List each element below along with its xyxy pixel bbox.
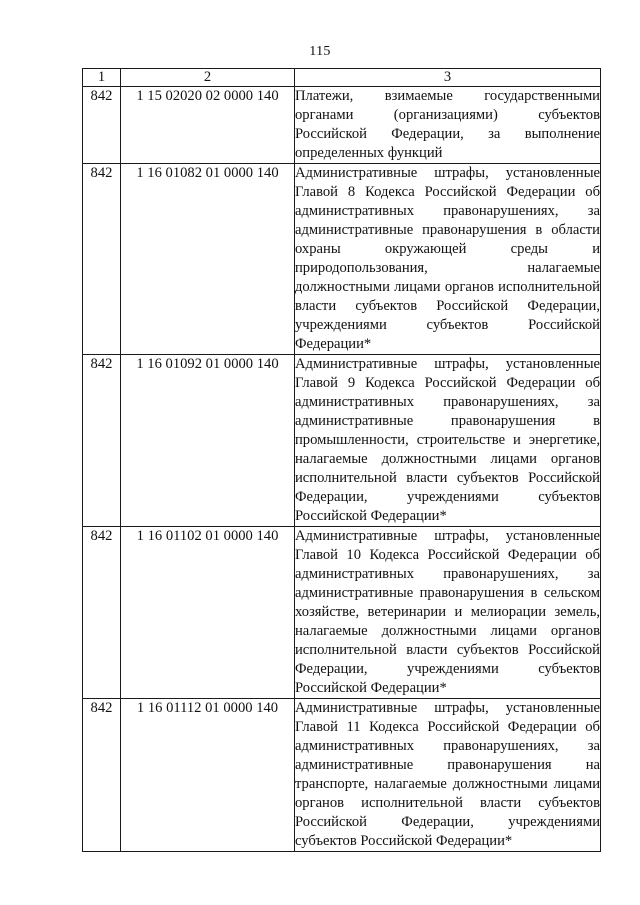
admin-code-cell: 842 [83,355,121,527]
column-header-1: 1 [83,69,121,87]
budget-code-cell: 1 16 01102 01 0000 140 [121,527,295,699]
budget-code-cell: 1 16 01092 01 0000 140 [121,355,295,527]
revenue-table [82,68,601,852]
table-header-row [83,69,601,87]
table-row [83,355,601,527]
revenue-name-cell: Административные штрафы, установленные Главой 8 Кодекса Российской Федерации об административных правонарушениях, за административные правонарушения в области охраны окружающей среды и природопользования, налагаемые должностными лицами органов исполнительной власти субъектов Российской Федерации, учреждениями субъектов Российской Федерации* [295,164,601,355]
revenue-name-cell: Платежи, взимаемые государственными органами (организациями) субъектов Российской Федерации, за выполнение определенных функций [295,87,601,164]
budget-code-cell: 1 16 01082 01 0000 140 [121,164,295,355]
admin-code-cell: 842 [83,527,121,699]
admin-code-cell: 842 [83,164,121,355]
table-row [83,164,601,355]
column-header-2: 2 [121,69,295,87]
budget-code-cell: 1 16 01112 01 0000 140 [121,699,295,852]
table-row [83,699,601,852]
page-number: 115 [309,44,331,59]
admin-code-cell: 842 [83,699,121,852]
budget-code-cell: 1 15 02020 02 0000 140 [121,87,295,164]
column-header-3: 3 [295,69,601,87]
revenue-name-cell: Административные штрафы, установленные Главой 9 Кодекса Российской Федерации об административных правонарушениях, за административные правонарушения в промышленности, строительстве и энергетике, налагаемые должностными лицами органов исполнительной власти субъектов Российской Федерации, учреждениями субъектов Российской Федерации* [295,355,601,527]
table-row [83,527,601,699]
revenue-name-cell: Административные штрафы, установленные Главой 11 Кодекса Российской Федерации об административных правонарушениях, за административные правонарушения на транспорте, налагаемые должностными лицами органов исполнительной власти субъектов Российской Федерации, учреждениями субъектов Российской Федерации* [295,699,601,852]
admin-code-cell: 842 [83,87,121,164]
table-row [83,87,601,164]
revenue-name-cell: Административные штрафы, установленные Главой 10 Кодекса Российской Федерации об административных правонарушениях, за административные правонарушения в сельском хозяйстве, ветеринарии и мелиорации земель, налагаемые должностными лицами органов исполнительной власти субъектов Российской Федерации, учреждениями субъектов Российской Федерации* [295,527,601,699]
